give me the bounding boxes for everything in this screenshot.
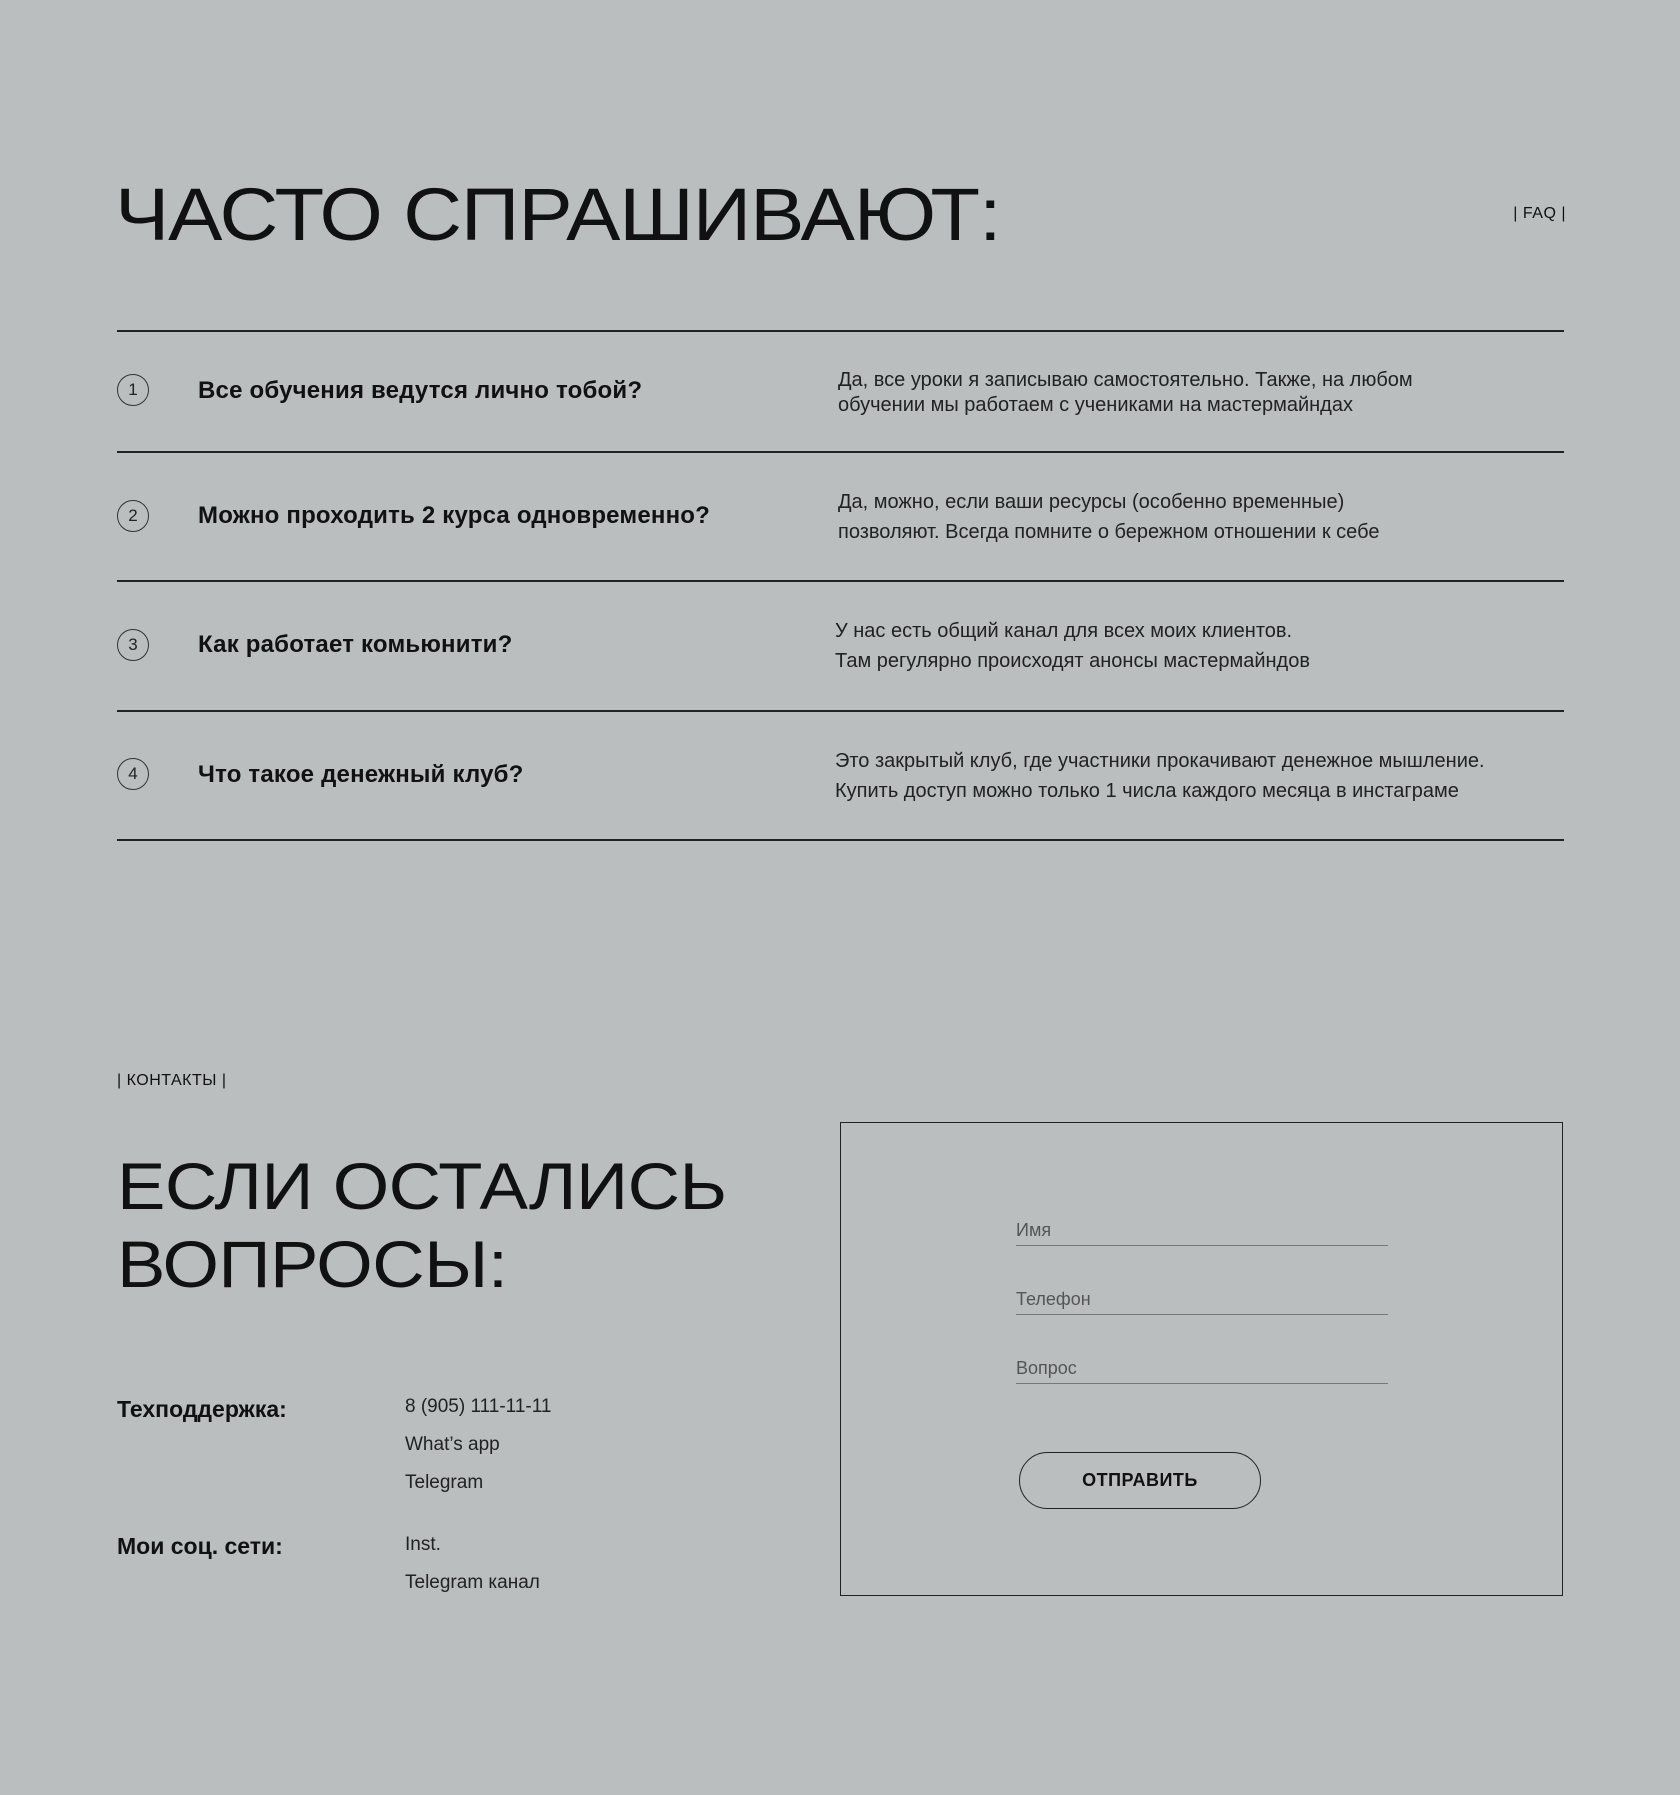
faq-number-badge: 3 [117,629,149,661]
faq-item-3[interactable] [117,581,1564,701]
contacts-title-line: ЕСЛИ ОСТАЛИСЬ [117,1149,727,1223]
faq-answer-line: обучении мы работаем с учениками на мастермайндах [838,394,1353,416]
support-telegram-link[interactable]: Telegram [405,1472,484,1493]
faq-question[interactable]: Как работает комьюнити? [198,631,513,658]
contacts-tag: | КОНТАКТЫ | [117,1072,227,1089]
faq-answer [838,366,1558,419]
faq-answer [838,487,1558,547]
question-input[interactable] [1016,1358,1388,1379]
contacts-title-line: ВОПРОСЫ: [117,1227,508,1301]
faq-item-4[interactable] [117,711,1564,831]
faq-answer [835,616,1555,676]
faq-question[interactable]: Все обучения ведутся лично тобой? [198,377,643,404]
name-field[interactable] [1016,1205,1388,1246]
contact-form [840,1122,1563,1596]
support-phone-link[interactable]: 8 (905) 111-11-11 [405,1396,552,1417]
faq-answer-line: позволяют. Всегда помните о бережном отношении к себе [838,521,1380,543]
faq-answer-line: У нас есть общий канал для всех моих клиентов. [835,620,1293,642]
faq-number-badge: 2 [117,500,149,532]
faq-answer-line: Там регулярно происходят анонсы мастермайндов [835,650,1310,672]
faq-number-badge: 4 [117,758,149,790]
phone-field[interactable] [1016,1274,1388,1315]
phone-input[interactable] [1016,1289,1388,1310]
question-field[interactable] [1016,1343,1388,1384]
faq-divider [117,839,1564,841]
faq-item-2[interactable] [117,452,1564,572]
faq-number-badge: 1 [117,374,149,406]
social-telegram-channel-link[interactable]: Telegram канал [405,1572,540,1593]
faq-title: ЧАСТО СПРАШИВАЮТ: [115,173,1001,256]
support-label: Техподдержка: [117,1396,287,1422]
support-whatsapp-link[interactable]: What’s app [405,1434,500,1455]
name-input[interactable] [1016,1220,1388,1241]
submit-button[interactable]: ОТПРАВИТЬ [1019,1452,1261,1509]
faq-answer-line: Это закрытый клуб, где участники прокачивают денежное мышление. [835,750,1485,772]
social-instagram-link[interactable]: Inst. [405,1534,441,1555]
faq-tag: | FAQ | [1513,205,1566,222]
social-label: Мои соц. сети: [117,1533,283,1559]
faq-answer-line: Да, все уроки я записываю самостоятельно. Также, на любом [838,369,1413,391]
faq-item-1[interactable] [117,331,1564,451]
faq-answer-line: Купить доступ можно только 1 числа каждого месяца в инстаграме [835,780,1459,802]
contacts-title [117,1147,727,1303]
faq-question[interactable]: Можно проходить 2 курса одновременно? [198,502,711,529]
faq-answer-line: Да, можно, если ваши ресурсы (особенно временные) [838,491,1345,513]
faq-question[interactable]: Что такое денежный клуб? [198,761,524,788]
faq-answer [835,746,1555,806]
